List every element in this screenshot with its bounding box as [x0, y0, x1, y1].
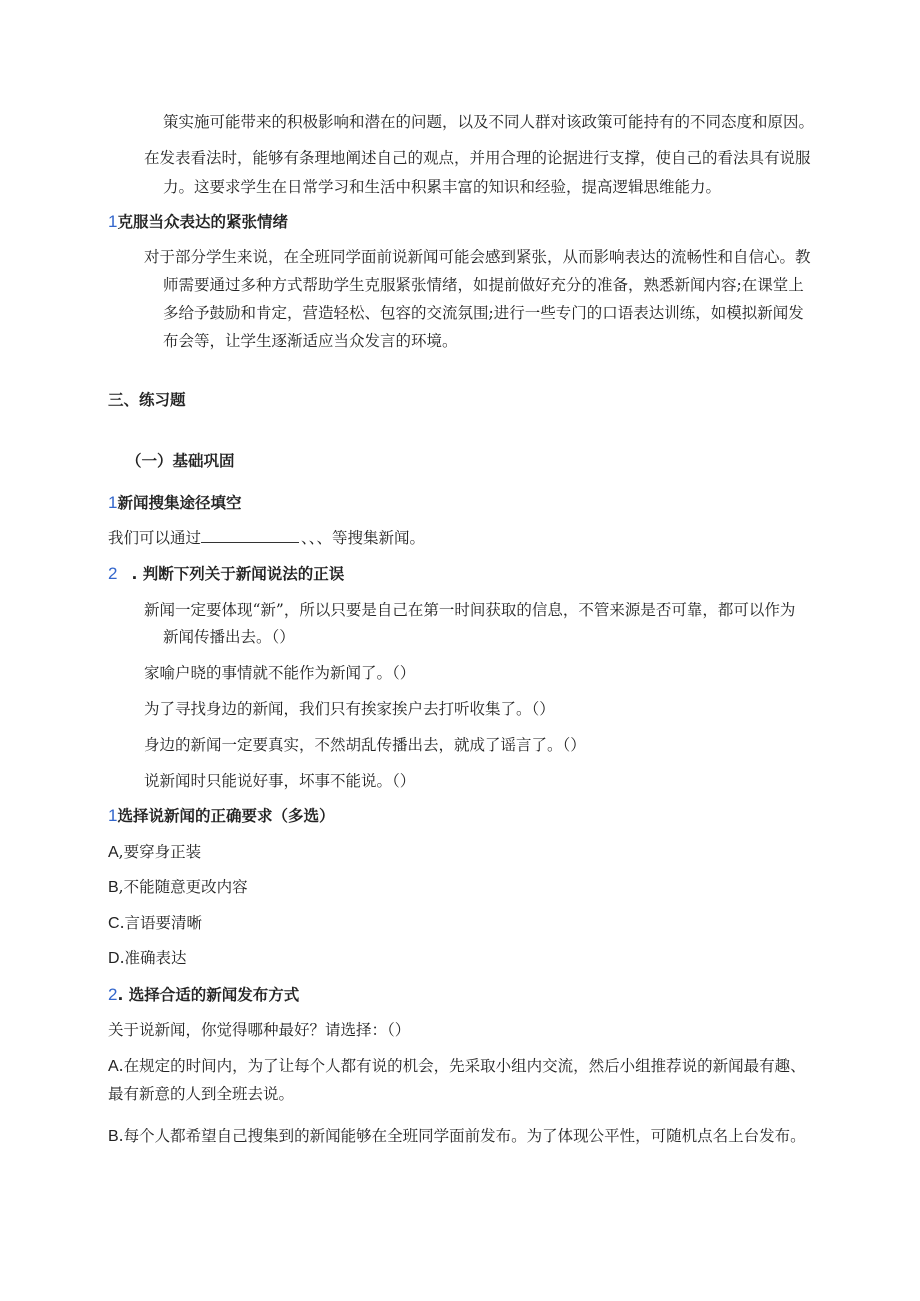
nervous-title: 克服当众表达的紧张情绪 — [117, 213, 288, 231]
nervous-line-1: 对于部分学生来说，在全班同学面前说新闻可能会感到紧张，从而影响表达的流畅性和自信心。教 — [144, 248, 811, 266]
section-title: 三、练习题 — [108, 391, 186, 409]
nervous-line-3: 多给予鼓励和肯定，营造轻松、包容的交流氛围;进行一些专门的口语表达训练，如模拟新闻发 — [163, 304, 804, 322]
q4-option-b[interactable] — [108, 1125, 806, 1148]
q4-option-b-letter: B — [108, 1128, 119, 1145]
nervous-line-4: 布会等，让学生逐渐适应当众发言的环境。 — [163, 332, 458, 350]
q1-suffix: 、、、等搜集新闻。 — [301, 529, 426, 547]
q3-option-c-text: .言语要清晰 — [119, 914, 202, 932]
intro-line-3: 力。这要求学生在日常学习和生活中积累丰富的知识和经验，提高逻辑思维能力。 — [163, 178, 722, 196]
q3-option-b-letter: B — [108, 879, 119, 896]
q2-item-3: 为了寻找身边的新闻，我们只有挨家挨户去打听收集了。（） — [144, 700, 555, 718]
q3-option-d-text: .准确表达 — [119, 949, 187, 967]
nervous-line-2: 师需要通过多种方式帮助学生克服紧张情绪，如提前做好充分的准备，熟悉新闻内容;在课堂上 — [163, 276, 804, 294]
q3-title: 选择说新闻的正确要求（多选） — [117, 807, 335, 825]
q1-blank[interactable] — [201, 528, 299, 543]
q4-option-a-cont: 最有新意的人到全班去说。 — [108, 1085, 295, 1103]
q4-option-a-text: .在规定的时间内，为了让每个人都有说的机会，先采取小组内交流，然后小组推荐说的新闻最有趣、 — [118, 1057, 806, 1075]
nervous-heading — [108, 211, 288, 233]
q4-option-b-text: .每个人都希望自己搜集到的新闻能够在全班同学面前发布。为了体现公平性，可随机点名上台发布。 — [118, 1127, 806, 1145]
q2-heading — [108, 563, 344, 585]
q4-stem: 关于说新闻，你觉得哪种最好？请选择：（） — [108, 1021, 411, 1039]
q3-option-a[interactable] — [108, 841, 201, 864]
q4-number: 2 — [108, 985, 118, 1004]
q4-heading — [108, 984, 299, 1006]
q3-option-b[interactable] — [108, 876, 248, 899]
intro-line-2: 在发表看法时，能够有条理地阐述自己的观点，并用合理的论据进行支撑，使自己的看法具有说服 — [144, 149, 811, 167]
q1-number: 1 — [108, 493, 118, 512]
intro-line-1: 策实施可能带来的积极影响和潜在的问题，以及不同人群对该政策可能持有的不同态度和原因。 — [163, 113, 815, 131]
q3-option-b-text: ,不能随意更改内容 — [118, 878, 248, 896]
q3-option-a-letter: A — [108, 844, 119, 861]
q1-title: 新闻搜集途径填空 — [117, 494, 242, 512]
subsection-title: （一）基础巩固 — [126, 452, 235, 470]
q3-number: 1 — [108, 806, 118, 825]
q3-option-d[interactable] — [108, 947, 187, 970]
q1-stem — [108, 527, 425, 549]
q1-heading — [108, 492, 241, 514]
q4-title: . 选择合适的新闻发布方式 — [117, 986, 300, 1004]
q3-option-a-text: ,要穿身正装 — [118, 843, 202, 861]
q1-prefix: 我们可以通过 — [108, 529, 202, 547]
q2-title: . 判断下列关于新闻说法的正误 — [131, 565, 345, 583]
q3-heading — [108, 805, 334, 827]
q4-option-a[interactable] — [108, 1055, 806, 1078]
q2-item-2: 家喻户晓的事情就不能作为新闻了。（） — [144, 664, 416, 682]
q4-option-a-letter: A — [108, 1058, 119, 1075]
nervous-number: 1 — [108, 212, 118, 231]
q2-item-5: 说新闻时只能说好事，坏事不能说。（） — [144, 772, 416, 790]
q3-option-d-letter: D — [108, 950, 120, 967]
q3-option-c[interactable] — [108, 912, 202, 935]
q2-item-4: 身边的新闻一定要真实，不然胡乱传播出去，就成了谣言了。（） — [144, 736, 586, 754]
q2-number: 2 — [108, 564, 118, 583]
q2-item-1: 新闻一定要体现“新”，所以只要是自己在第一时间获取的信息，不管来源是否可靠，都可以作为 — [144, 601, 796, 619]
q2-item-1-cont: 新闻传播出去。（） — [163, 628, 295, 646]
q3-option-c-letter: C — [108, 915, 120, 932]
